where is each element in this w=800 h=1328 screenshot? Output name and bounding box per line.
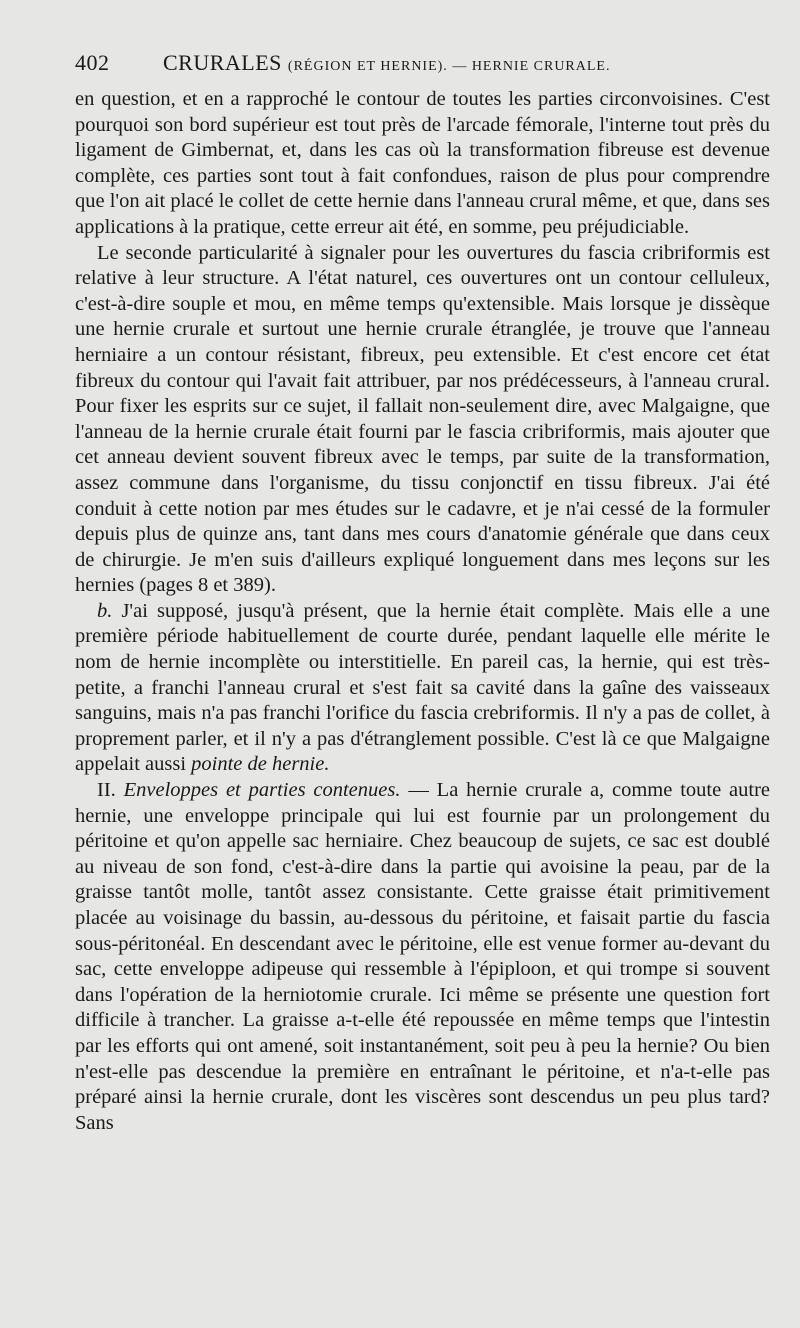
paragraph-tail-italic: pointe de hernie. [191, 753, 330, 776]
paragraph-lead-italic: b. [97, 599, 113, 622]
section-number: II. [97, 779, 116, 802]
paragraph-text: Le seconde particularité à signaler pour les ouvertures du fascia cribriformis est relative à leur structure. A l'état naturel, ces ouvertures ont un contour celluleux, c'est-à-dire souple et mou, en même temps qu'extensible. Mais lorsque je dissèque une hernie crurale et surtout une hernie crurale étranglée, je trouve que l'anneau herniaire a un contour résistant, fibreux, peu extensible. Et c'est encore cet état fibreux du contour qui l'avait fait attribuer, par nos prédécesseurs, à l'anneau crural. Pour fixer les esprits sur ce sujet, il fallait non-seulement dire, avec Malgaigne, que l'anneau de la hernie crurale était fourni par le fascia cribriformis, mais ajouter que cet anneau devient souvent fibreux avec le temps, par suite de la transformation, assez commune dans l'organisme, du tissu conjonctif en tissu fibreux. J'ai été conduit à cette notion par mes études sur le cadavre, et je n'ai cessé de la formuler depuis plus de quinze ans, tant dans mes cours d'anatomie générale que dans ceux de chirurgie. Je m'en suis d'ailleurs expliqué longuement dans mes leçons sur les hernies (pages 8 et 389). [75, 241, 770, 597]
paragraph-text: J'ai supposé, jusqu'à présent, que la hernie était complète. Mais elle a une première période habituellement de courte durée, pendant laquelle elle mérite le nom de hernie incomplète ou interstitielle. En pareil cas, la hernie, qui est très-petite, a franchi l'anneau crural et s'est fait sa cavité dans la gaîne des vaisseaux sanguins, mais n'a pas franchi l'orifice du fascia crebriformis. Il n'y a pas de collet, à proprement parler, et il n'y a pas d'étranglement possible. C'est là ce que Malgaigne appelait aussi [75, 599, 770, 776]
running-head-main: CRURALES [163, 50, 282, 75]
paragraph-4 [75, 778, 770, 1136]
running-head-section: HERNIE CRURALE. [471, 59, 611, 74]
paragraph-3 [75, 599, 770, 778]
body-text [75, 87, 770, 1136]
section-title: Enveloppes et parties contenues. [115, 779, 401, 802]
page-header [75, 50, 770, 84]
paragraph-text: en question, et en a rapproché le contour de toutes les parties circonvoisines. C'est pourquoi son bord supérieur est tout près de l'arcade fémorale, l'interne tout près du ligament de Gimbernat, et, dans les cas où la transformation fibreuse est devenue complète, ces parties sont tout à fait confondues, raison de plus pour comprendre que l'on ait placé le collet de cette hernie dans l'anneau crural même, et que, dans ses applications à la pratique, cette erreur ait été, en somme, peu préjudiciable. [75, 88, 770, 238]
running-head-dash: — [447, 59, 472, 74]
page-number: 402 [75, 50, 110, 75]
paragraph-2 [75, 241, 770, 599]
running-head [163, 50, 770, 76]
running-head-paren: (RÉGION ET HERNIE). [287, 59, 448, 74]
paragraph-text: — La hernie crurale a, comme toute autre hernie, une enveloppe principale qui lui est fournie par un prolongement du péritoine et qu'on appelle sac herniaire. Chez beaucoup de sujets, ce sac est doublé au niveau de son fond, c'est-à-dire dans la partie qui avoisine la peau, par de la graisse tantôt molle, tantôt assez consistante. Cette graisse était primitivement placée au voisinage du bassin, au-dessous du péritoine, et faisait partie du fascia sous-péritonéal. En descendant avec le péritoine, elle est venue former au-devant du sac, cette enveloppe adipeuse qui ressemble à l'épiploon, et qui trompe si souvent dans l'opération de la herniotomie crurale. Ici même se présente une question fort difficile à trancher. La graisse a-t-elle été repoussée en même temps que l'intestin par les efforts qui ont amené, soit instantanément, soit peu à peu la hernie? Ou bien n'est-elle pas descendue la première en entraînant le péritoine, et n'a-t-elle pas préparé ainsi la hernie crurale, dont les viscères sont descendus un peu plus tard? Sans [75, 779, 770, 1134]
paragraph-1 [75, 87, 770, 241]
